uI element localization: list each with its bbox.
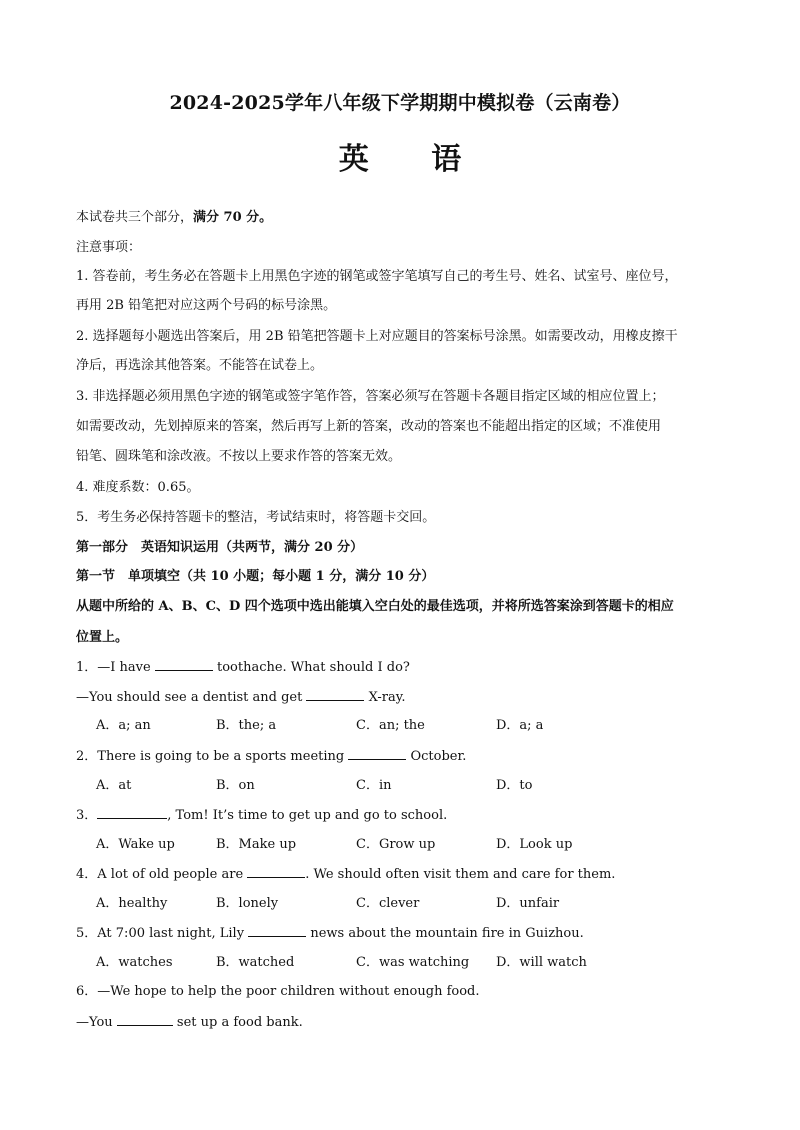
question-text: set up a food bank. [172, 1015, 303, 1030]
option-b[interactable]: B．watched [216, 955, 295, 970]
option-a[interactable]: A．a; an [96, 718, 151, 733]
notice-3-line-3: 铅笔、圆珠笔和涂改液。不按以上要求作答的答案无效。 [76, 449, 402, 464]
option-a[interactable]: A．at [96, 778, 132, 793]
question-text: 5．At 7:00 last night, Lily [76, 926, 249, 941]
notice-title: 注意事项： [76, 240, 142, 255]
exam-title: 2024-2025学年八年级下学期期中模拟卷（云南卷） [169, 92, 631, 114]
option-c[interactable]: C．Grow up [356, 837, 436, 852]
notice-3-line-1: 3. 非选择题必须用黑色字迹的钢笔或签字笔作答，答案必须写在答题卡各题目指定区域的相应位置上； [76, 389, 665, 404]
option-a[interactable]: A．Wake up [96, 837, 175, 852]
instruction-line-2: 位置上。 [76, 630, 129, 645]
option-b[interactable]: B．Make up [216, 837, 297, 852]
option-c[interactable]: C．an; the [356, 718, 425, 733]
intro-line [76, 209, 736, 227]
option-a[interactable]: A．watches [96, 955, 173, 970]
question-text: 2．There is going to be a sports meeting [76, 749, 349, 764]
question-text: 3． [76, 808, 98, 823]
option-d[interactable]: D．Look up [496, 837, 573, 852]
question-2 [76, 747, 736, 766]
notice-2-line-1: 2. 选择题每小题选出答案后，用 2B 铅笔把答题卡上对应题目的答案标号涂黑。如需要改动，用橡皮擦干 [76, 329, 678, 344]
answer-blank [348, 747, 406, 760]
option-c[interactable]: C．was watching [356, 955, 470, 970]
question-text: news about the mountain fire in Guizhou. [306, 926, 584, 941]
question-5 [76, 924, 736, 943]
question-text: —You should see a dentist and get [76, 690, 307, 705]
question-text: —You [76, 1015, 117, 1030]
question-1 [76, 658, 736, 677]
answer-blank [306, 688, 364, 701]
option-d[interactable]: D．to [496, 778, 533, 793]
notice-1-line-2: 再用 2B 铅笔把对应这两个号码的标号涂黑。 [76, 298, 337, 313]
question-1-reply [76, 688, 736, 707]
question-text: , Tom! It’s time to get up and go to school. [167, 808, 448, 823]
answer-blank [117, 1013, 173, 1026]
option-b[interactable]: B．lonely [216, 896, 279, 911]
question-text: October. [406, 749, 467, 764]
full-score-text: 满分 70 分。 [193, 210, 273, 225]
notice-1-line-1: 1. 答卷前，考生务必在答题卡上用黑色字迹的钢笔或签字笔填写自己的考生号、姓名、试室号、座位号， [76, 269, 678, 284]
option-b[interactable]: B．on [216, 778, 255, 793]
instruction-line-1: 从题中所给的 A、B、C、D 四个选项中选出能填入空白处的最佳选项，并将所选答案涂到答题卡的相应 [76, 599, 674, 614]
notice-4: 4. 难度系数：0.65。 [76, 480, 200, 495]
option-c[interactable]: C．clever [356, 896, 420, 911]
option-d[interactable]: D．a; a [496, 718, 544, 733]
subject-title: 英 语 [338, 142, 488, 177]
option-d[interactable]: D．unfair [496, 896, 560, 911]
notice-2-line-2: 净后，再选涂其他答案。不能答在试卷上。 [76, 358, 324, 373]
section-one-heading: 第一节 单项填空（共 10 小题；每小题 1 分，满分 10 分） [76, 569, 435, 584]
answer-blank [248, 924, 306, 937]
question-6: 6．—We hope to help the poor children without enough food. [76, 984, 480, 999]
notice-5: 5．考生务必保持答题卡的整洁，考试结束时，将答题卡交回。 [76, 510, 436, 525]
question-text: X-ray. [364, 690, 406, 705]
notice-3-line-2: 如需要改动，先划掉原来的答案，然后再写上新的答案，改动的答案也不能超出指定的区域；不准使用 [76, 419, 662, 434]
option-c[interactable]: C．in [356, 778, 392, 793]
question-text: . We should often visit them and care for them. [305, 867, 616, 882]
part-one-heading: 第一部分 英语知识运用（共两节，满分 20 分） [76, 540, 364, 555]
answer-blank [247, 865, 305, 878]
question-text: toothache. What should I do? [212, 660, 410, 675]
option-a[interactable]: A．healthy [96, 896, 168, 911]
question-6-reply [76, 1013, 736, 1032]
question-4 [76, 865, 736, 884]
intro-text: 本试卷共三个部分， [76, 210, 194, 225]
option-d[interactable]: D．will watch [496, 955, 587, 970]
question-text: 4．A lot of old people are [76, 867, 248, 882]
option-b[interactable]: B．the; a [216, 718, 277, 733]
answer-blank [155, 658, 213, 671]
answer-blank [97, 806, 167, 819]
question-3 [76, 806, 736, 825]
question-text: 1．—I have [76, 660, 155, 675]
